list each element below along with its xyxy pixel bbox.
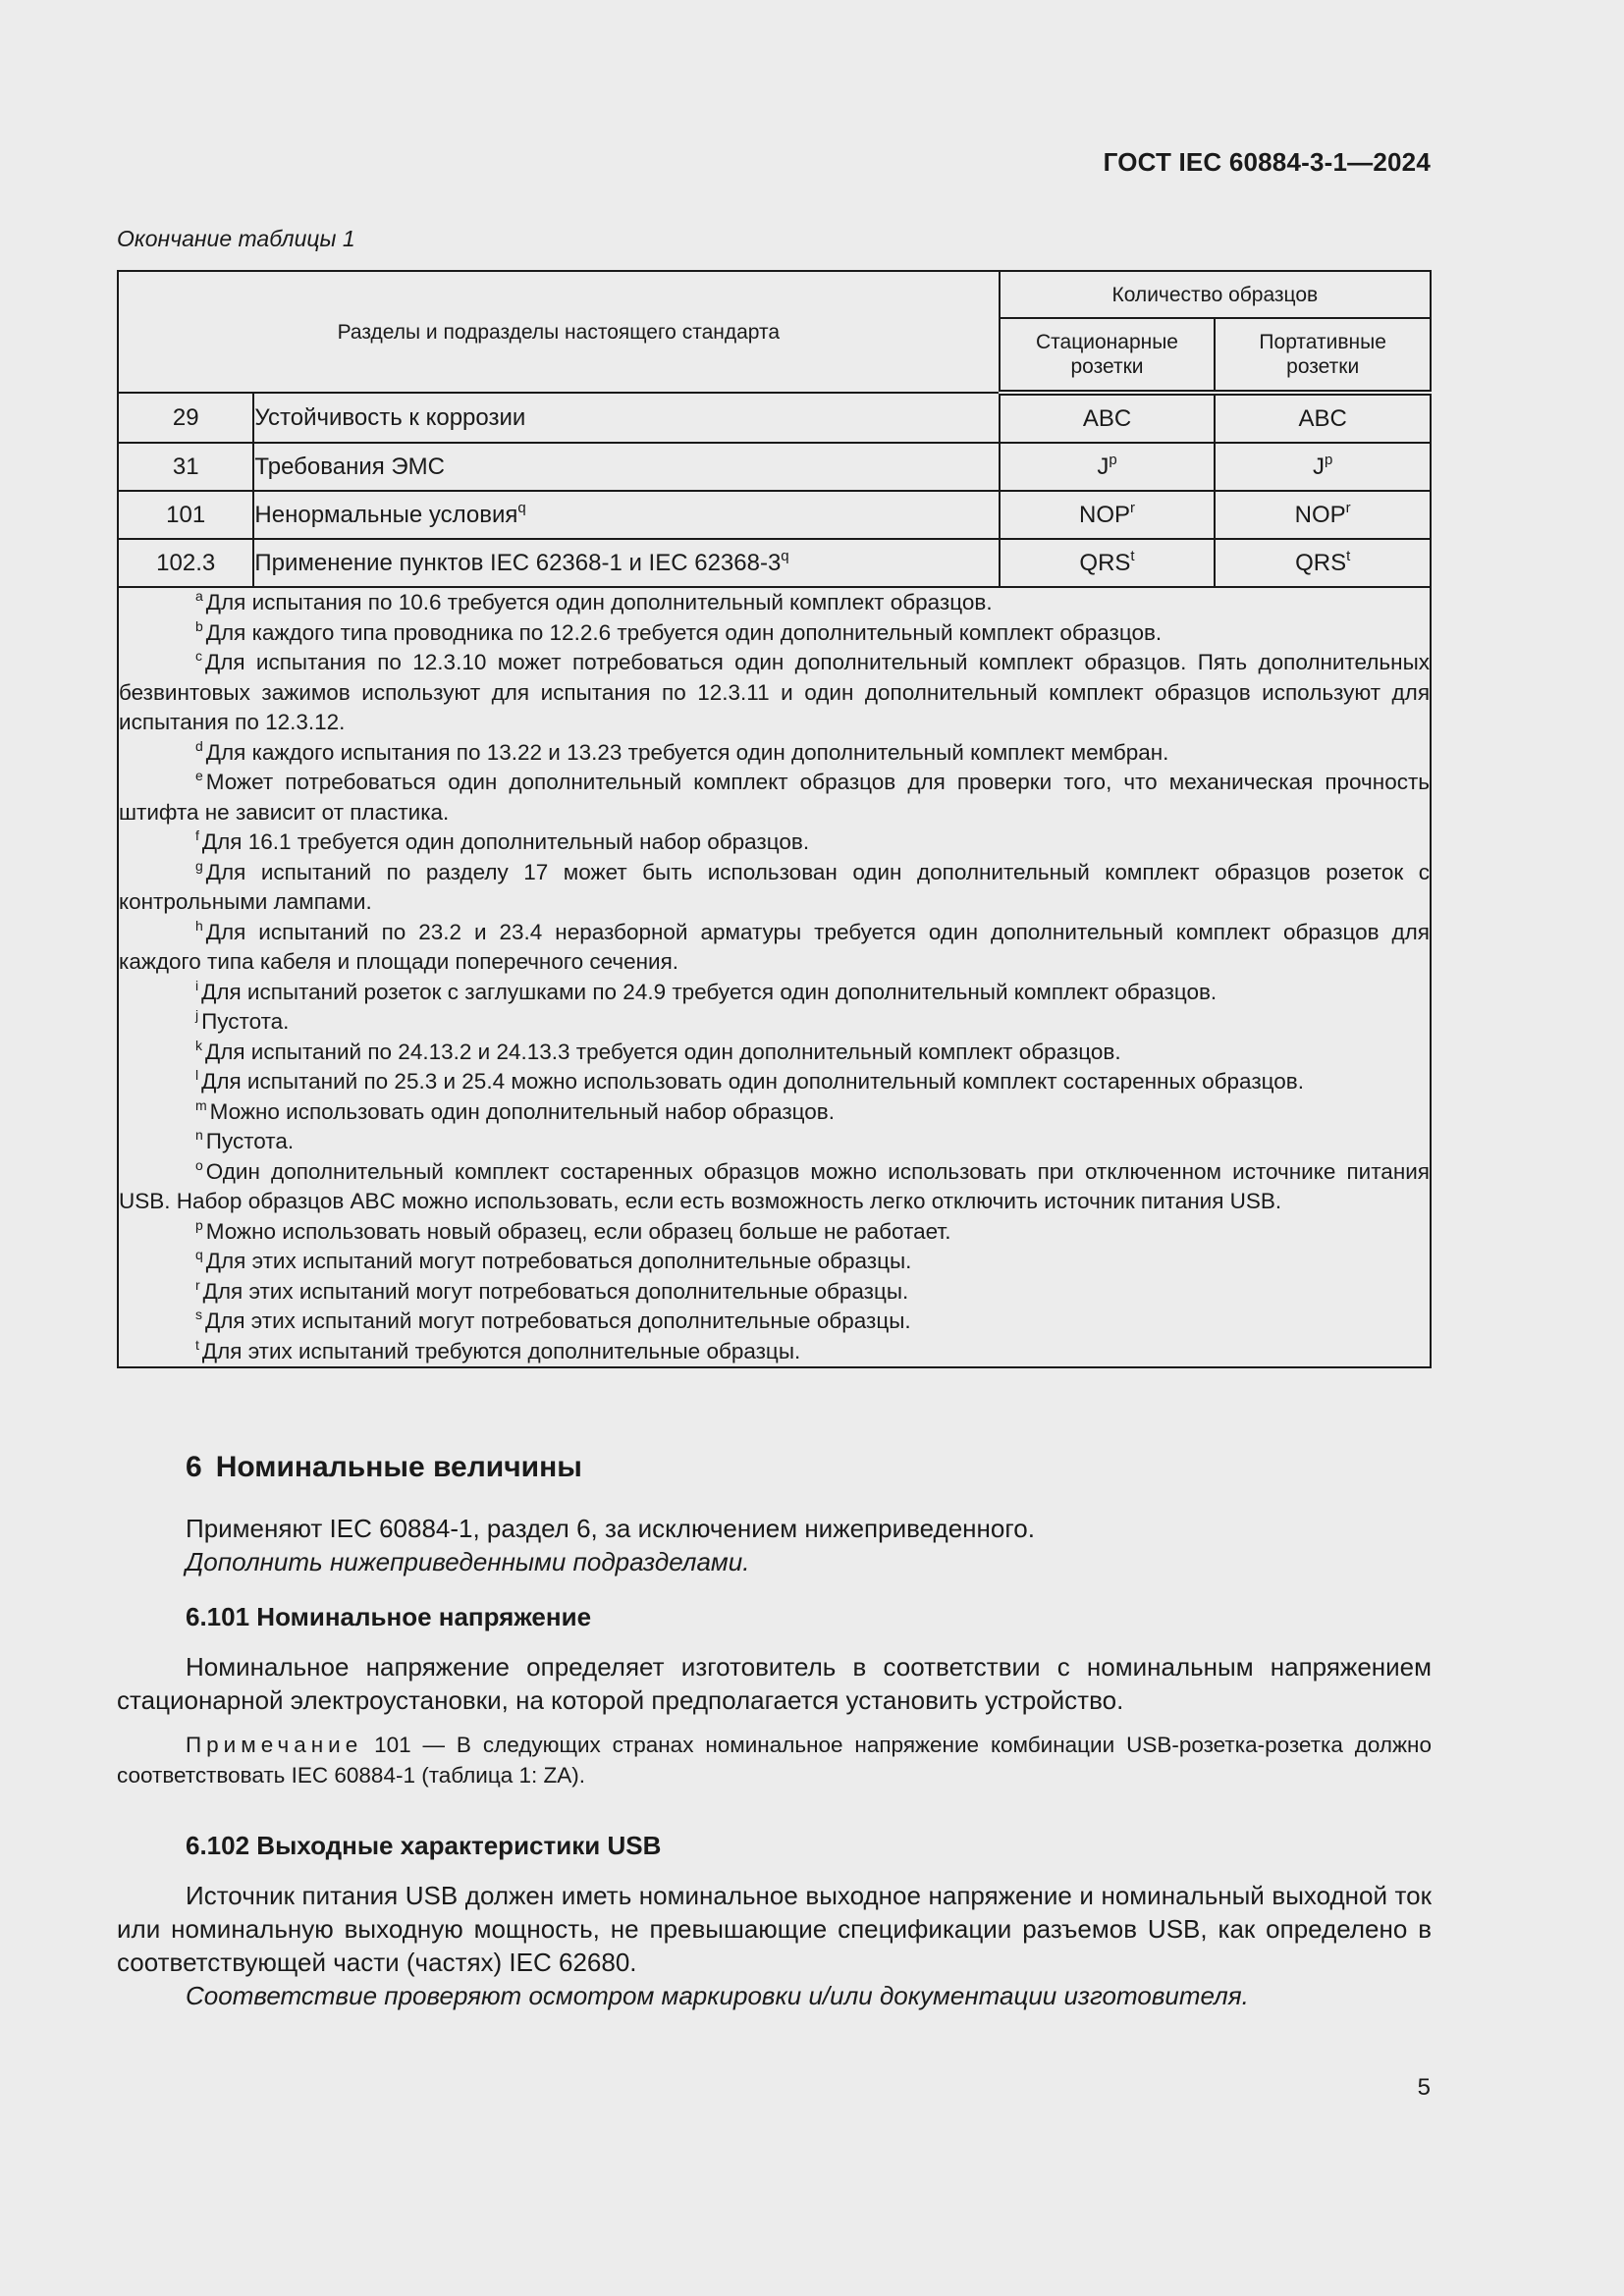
subsection-6-102-heading: 6.102 Выходные характеристики USB [186, 1831, 662, 1860]
footnote: $^q$ Для этих испытаний могут потребоваться дополнительные образцы. [195, 1247, 912, 1273]
stationary-value: ABC [1000, 393, 1216, 443]
footnote: $^l$ Для испытаний по 25.3 и 25.4 можно использовать один дополнительный комплект состаренных образцов. [195, 1067, 1304, 1094]
footnote: $^p$ Можно использовать новый образец, если образец больше не работает. [195, 1216, 951, 1244]
document-code: ГОСТ IEC 60884-3-1—2024 [1103, 147, 1431, 177]
subsection-6-101-text: Номинальное напряжение определяет изготовитель в соответствии с номинальным напряжением стационарной электроустановки, на которой предполагается установить устройство. [117, 1652, 1432, 1715]
footnote: $^j$ Пустота. [195, 1007, 290, 1034]
footnote: $^o$ Один дополнительный комплект состаренных образцов можно использовать при отключенном источнике питания USB. Набор образцов ABC можно использовать, если есть возможность легко отключить источник питания USB. [119, 1156, 1430, 1213]
table-row [118, 443, 1431, 491]
stationary-column-header: Стационарные розетки [1000, 318, 1216, 393]
footnote: $^f$ Для 16.1 требуется один дополнительный набор образцов. [195, 828, 810, 854]
stationary-value: NOP$^r$ [1000, 491, 1216, 539]
footnote: $^i$ Для испытаний розеток с заглушками по 24.9 требуется один дополнительный комплект образцов. [195, 977, 1218, 1004]
quantity-column-header: Количество образцов [1000, 271, 1431, 318]
compliance-text: Соответствие проверяют осмотром маркировки и/или документации изготовителя. [186, 1981, 1249, 2010]
row-title: Ненормальные условия$^q$ [253, 491, 999, 539]
table-footnotes [118, 587, 1431, 1367]
note-label: Примечание [186, 1733, 363, 1757]
row-title: Требования ЭМС [253, 443, 999, 491]
section-6-heading: 6 Номинальные величины [186, 1451, 582, 1483]
footnote: $^k$ Для испытаний по 24.13.2 и 24.13.3 требуется один дополнительный комплект образцов. [195, 1037, 1121, 1064]
footnote: $^e$ Может потребоваться один дополнительный комплект образцов для проверки того, что механическая прочность штифта не зависит от пластика. [119, 768, 1430, 825]
footnote: $^r$ Для этих испытаний могут потребоваться дополнительные образцы. [195, 1276, 909, 1304]
portable-value: ABC [1215, 393, 1431, 443]
table-caption: Окончание таблицы 1 [117, 226, 355, 251]
footnote: $^t$ Для этих испытаний требуются дополнительные образцы. [195, 1336, 801, 1363]
footnote: $^b$ Для каждого типа проводника по 12.2.6 требуется один дополнительный комплект образцов. [195, 617, 1163, 645]
stationary-value: QRS$^t$ [1000, 539, 1216, 587]
portable-value: $J^p$ [1215, 443, 1431, 491]
page-number: 5 [1417, 2074, 1431, 2101]
footnote: $^s$ Для этих испытаний могут потребоваться дополнительные образцы. [195, 1307, 911, 1333]
stationary-value: $J^p$ [1000, 443, 1216, 491]
row-number: 101 [118, 491, 253, 539]
row-title: Устойчивость к коррозии [253, 393, 999, 443]
section-6-intro: Применяют IEC 60884-1, раздел 6, за исключением нижеприведенного. [186, 1514, 1035, 1543]
footnote: $^d$ Для каждого испытания по 13.22 и 13.23 требуется один дополнительный комплект мембран. [195, 737, 1169, 765]
section-6-intro-italic: Дополнить нижеприведенными подразделами. [186, 1547, 750, 1576]
footnote: $^m$ Можно использовать один дополнительный набор образцов. [195, 1096, 836, 1124]
section-column-header: Разделы и подразделы настоящего стандарта [118, 271, 1000, 393]
table-row [118, 491, 1431, 539]
row-number: 29 [118, 393, 253, 443]
footnote: $^h$ Для испытаний по 23.2 и 23.4 неразборной арматуры требуется один дополнительный комплект образцов для каждого типа кабеля и площади поперечного сечения. [119, 917, 1430, 974]
footnote: $^g$ Для испытаний по разделу 17 может быть использован один дополнительный комплект образцов розеток с контрольными лампами. [119, 857, 1430, 914]
row-number: 31 [118, 443, 253, 491]
footnote: $^c$ Для испытания по 12.3.10 может потребоваться один дополнительный комплект образцов. Пять дополнительных безвинтовых зажимов используют для испытания по 12.3.11 и один дополнительный комплект образцов используют для испытания по 12.3.12. [119, 648, 1430, 734]
subsection-6-101-heading: 6.101 Номинальное напряжение [186, 1602, 592, 1631]
samples-table [117, 270, 1432, 1368]
note-101: Примечание 101 — В следующих странах номинальное напряжение комбинации USB-розетка-розетка должно соответствовать IEC 60884-1 (таблица 1: ZA). [117, 1733, 1432, 1788]
row-title: Применение пунктов IEC 62368-1 и IEC 62368-3$^q$ [253, 539, 999, 587]
portable-value: NOP$^r$ [1215, 491, 1431, 539]
portable-column-header: Портативные розетки [1215, 318, 1431, 393]
footnote: $^a$ Для испытания по 10.6 требуется один дополнительный комплект образцов. [195, 588, 993, 614]
table-row [118, 539, 1431, 587]
portable-value: QRS$^t$ [1215, 539, 1431, 587]
footnote: $^n$ Пустота. [195, 1127, 295, 1153]
subsection-6-102-text: Источник питания USB должен иметь номинальное выходное напряжение и номинальный выходной ток или номинальную выходную мощность, не превышающие спецификации разъемов USB, как определено в соответствующей части (частях) IEC 62680. Соответствие проверяют осмотром маркировки и/или документации изготовителя. [117, 1881, 1432, 2010]
table-row [118, 393, 1431, 443]
row-number: 102.3 [118, 539, 253, 587]
